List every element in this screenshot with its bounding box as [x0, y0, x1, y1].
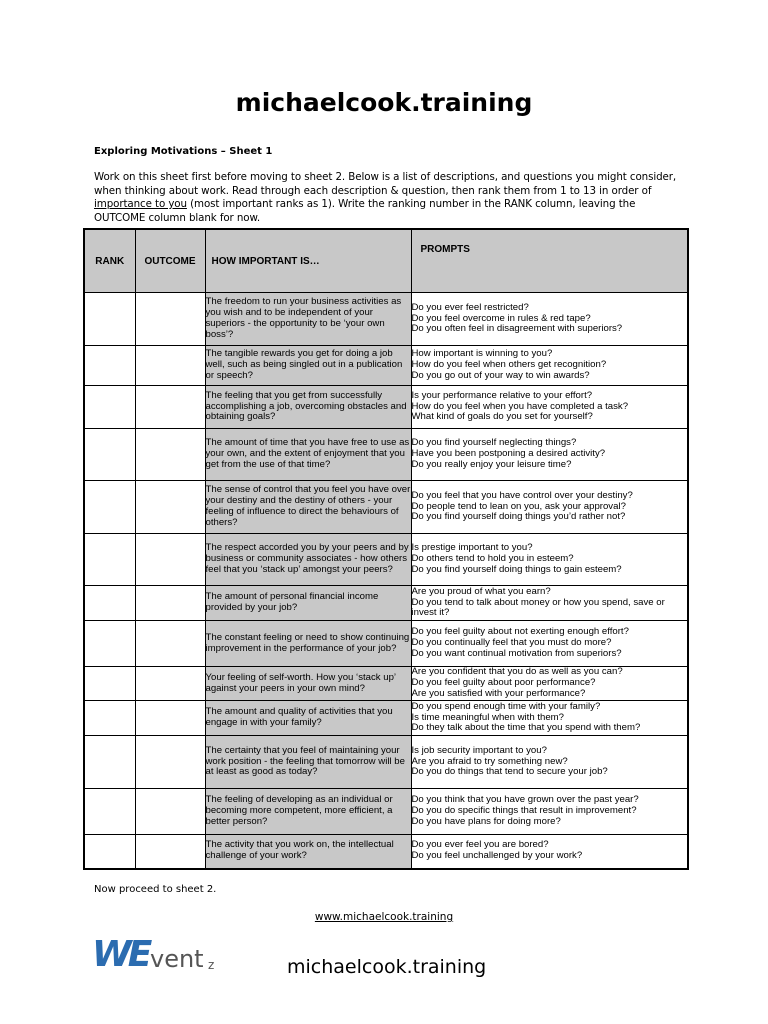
table-row: [84, 701, 688, 736]
table-row: [84, 386, 688, 429]
prompts-header: PROMPTS: [411, 229, 688, 293]
prompt-line: Are you confident that you do as well as you can?: [411, 666, 623, 678]
description-cell: The amount of personal financial income provided by your job?: [205, 586, 411, 621]
prompts-cell: [411, 789, 688, 835]
description-cell: The amount of time that you have free to use as your own, and the extent of enjoyment that you get from the use of that time?: [205, 429, 411, 481]
table-header-row: [84, 229, 688, 293]
prompt-line: Do you do specific things that result in improvement?: [411, 805, 637, 817]
prompt-line: Do you really enjoy your leisure time?: [411, 458, 572, 470]
rank-cell[interactable]: [84, 701, 135, 736]
description-cell: Your feeling of self-worth. How you ‘stack up’ against your peers in your own mind?: [205, 667, 411, 701]
prompt-line: Do you have plans for doing more?: [411, 815, 561, 827]
prompt-line: Do you often feel in disagreement with superiors?: [411, 323, 623, 335]
prompt-line: Do you feel guilty about not exerting enough effort?: [411, 626, 629, 638]
table-row: [84, 429, 688, 481]
rank-cell[interactable]: [84, 293, 135, 346]
prompt-line: Do you feel guilty about poor performance?: [411, 677, 596, 689]
table-row: [84, 481, 688, 534]
rank-cell[interactable]: [84, 346, 135, 386]
prompt-line: Is time meaningful when with them?: [411, 711, 565, 723]
table-row: [84, 293, 688, 346]
motivations-table: [83, 228, 689, 870]
outcome-cell[interactable]: [135, 481, 205, 534]
rank-cell[interactable]: [84, 835, 135, 869]
description-cell: The respect accorded you by your peers and by business or community associates - how others feel that you ‘stack up’ amongst your peers?: [205, 534, 411, 586]
prompts-cell: [411, 293, 688, 346]
prompts-cell: [411, 481, 688, 534]
table-row: [84, 346, 688, 386]
prompt-line: Do you think that you have grown over the past year?: [411, 794, 639, 806]
outcome-cell[interactable]: [135, 621, 205, 667]
outcome-cell[interactable]: [135, 789, 205, 835]
prompts-cell: [411, 534, 688, 586]
description-cell: The feeling of developing as an individual or becoming more competent, more efficient, a better person?: [205, 789, 411, 835]
rank-header: RANK: [84, 229, 135, 293]
rank-cell[interactable]: [84, 481, 135, 534]
weventz-logo: [92, 930, 232, 974]
prompts-cell: [411, 386, 688, 429]
prompt-line: Have you been postponing a desired activity?: [411, 448, 606, 460]
prompt-line: Do you find yourself doing things to gain esteem?: [411, 563, 622, 575]
prompt-line: Is prestige important to you?: [411, 542, 533, 554]
how-important-header: HOW IMPORTANT IS…: [205, 229, 411, 293]
prompts-cell: [411, 621, 688, 667]
description-cell: The activity that you work on, the intellectual challenge of your work?: [205, 835, 411, 869]
intro-paragraph: [94, 171, 684, 225]
prompt-line: Do you ever feel restricted?: [411, 301, 529, 313]
prompt-line: Are you satisfied with your performance?: [411, 687, 586, 699]
prompt-line: Do others tend to hold you in esteem?: [411, 553, 574, 565]
page-title: michaelcook.training: [235, 88, 533, 117]
prompt-line: How do you feel when you have completed a task?: [411, 400, 629, 412]
prompt-line: How do you feel when others get recognition?: [411, 359, 607, 371]
prompt-line: Do you find yourself doing things you’d rather not?: [411, 511, 626, 523]
description-cell: The tangible rewards you get for doing a job well, such as being singled out in a publication or speech?: [205, 346, 411, 386]
description-cell: The constant feeling or need to show continuing improvement in the performance of your job?: [205, 621, 411, 667]
description-cell: The sense of control that you feel you have over your destiny and the destiny of others - your feeling of influence to direct the behaviours of others?: [205, 481, 411, 534]
prompt-line: Do you find yourself neglecting things?: [411, 437, 577, 449]
table-row: [84, 667, 688, 701]
intro-underlined: importance to you: [94, 198, 187, 210]
prompts-cell: [411, 736, 688, 789]
rank-cell[interactable]: [84, 429, 135, 481]
outcome-cell[interactable]: [135, 835, 205, 869]
intro-text-before: Work on this sheet first before moving to sheet 2. Below is a list of descriptions, and questions you might consider, when thinking about work. Read through each description & question, then rank them from 1 to 13 in order of: [94, 171, 677, 197]
prompt-line: Do you feel unchallenged by your work?: [411, 850, 583, 862]
prompt-line: Do you do things that tend to secure your job?: [411, 766, 608, 778]
outcome-cell[interactable]: [135, 736, 205, 789]
prompt-line: Do you feel overcome in rules & red tape?: [411, 312, 591, 324]
prompt-line: Do you ever feel you are bored?: [411, 839, 549, 851]
prompt-line: Do you tend to talk about money or how you spend, save or invest it?: [411, 596, 665, 619]
rank-cell[interactable]: [84, 789, 135, 835]
prompt-line: Do you go out of your way to win awards?: [411, 369, 590, 381]
outcome-cell[interactable]: [135, 586, 205, 621]
table-row: [84, 789, 688, 835]
logo-z-text: z: [208, 958, 215, 972]
outcome-cell[interactable]: [135, 534, 205, 586]
prompts-cell: [411, 835, 688, 869]
table-row: [84, 586, 688, 621]
prompts-cell: [411, 429, 688, 481]
outcome-cell[interactable]: [135, 429, 205, 481]
prompt-line: Do people tend to lean on you, ask your approval?: [411, 500, 626, 512]
logo-vent-text: vent: [150, 945, 204, 973]
prompts-cell: [411, 701, 688, 736]
prompt-line: Are you proud of what you earn?: [411, 585, 551, 597]
prompt-line: Do you continually feel that you must do more?: [411, 637, 612, 649]
table-row: [84, 736, 688, 789]
rank-cell[interactable]: [84, 586, 135, 621]
description-cell: The feeling that you get from successfully accomplishing a job, overcoming obstacles and obtaining goals?: [205, 386, 411, 429]
outcome-cell[interactable]: [135, 293, 205, 346]
prompt-line: Do you spend enough time with your family?: [411, 700, 601, 712]
prompt-line: Do they talk about the time that you spend with them?: [411, 722, 641, 734]
prompts-cell: [411, 667, 688, 701]
outcome-cell[interactable]: [135, 386, 205, 429]
rank-cell[interactable]: [84, 621, 135, 667]
rank-cell[interactable]: [84, 736, 135, 789]
prompt-line: Do you feel that you have control over your destiny?: [411, 489, 633, 501]
prompt-line: Is your performance relative to your effort?: [411, 389, 593, 401]
description-cell: The amount and quality of activities that you engage in with your family?: [205, 701, 411, 736]
table-row: [84, 621, 688, 667]
rank-cell[interactable]: [84, 386, 135, 429]
prompt-line: Is job security important to you?: [411, 744, 547, 756]
proceed-note: Now proceed to sheet 2.: [94, 884, 217, 895]
rank-cell[interactable]: [84, 667, 135, 701]
outcome-cell[interactable]: [135, 346, 205, 386]
sheet-subtitle: Exploring Motivations – Sheet 1: [94, 146, 273, 157]
website-link[interactable]: www.michaelcook.training: [314, 911, 454, 923]
prompts-cell: [411, 586, 688, 621]
prompt-line: Do you want continual motivation from superiors?: [411, 647, 622, 659]
logo-we-text: WE: [92, 934, 149, 974]
outcome-cell[interactable]: [135, 667, 205, 701]
table-row: [84, 835, 688, 869]
table-row: [84, 534, 688, 586]
prompt-line: How important is winning to you?: [411, 348, 553, 360]
description-cell: The certainty that you feel of maintaining your work position - the feeling that tomorrow will be at least as good as today?: [205, 736, 411, 789]
intro-text-after: (most important ranks as 1). Write the ranking number in the RANK column, leaving the OUTCOME column blank for now.: [94, 198, 636, 224]
footer-brand: michaelcook.training: [287, 956, 487, 978]
rank-cell[interactable]: [84, 534, 135, 586]
outcome-header: OUTCOME: [135, 229, 205, 293]
prompt-line: What kind of goals do you set for yourself?: [411, 411, 593, 423]
prompt-line: Are you afraid to try something new?: [411, 755, 568, 767]
outcome-cell[interactable]: [135, 701, 205, 736]
description-cell: The freedom to run your business activities as you wish and to be independent of your superiors - the opportunity to be ‘your own boss’?: [205, 293, 411, 346]
prompts-cell: [411, 346, 688, 386]
